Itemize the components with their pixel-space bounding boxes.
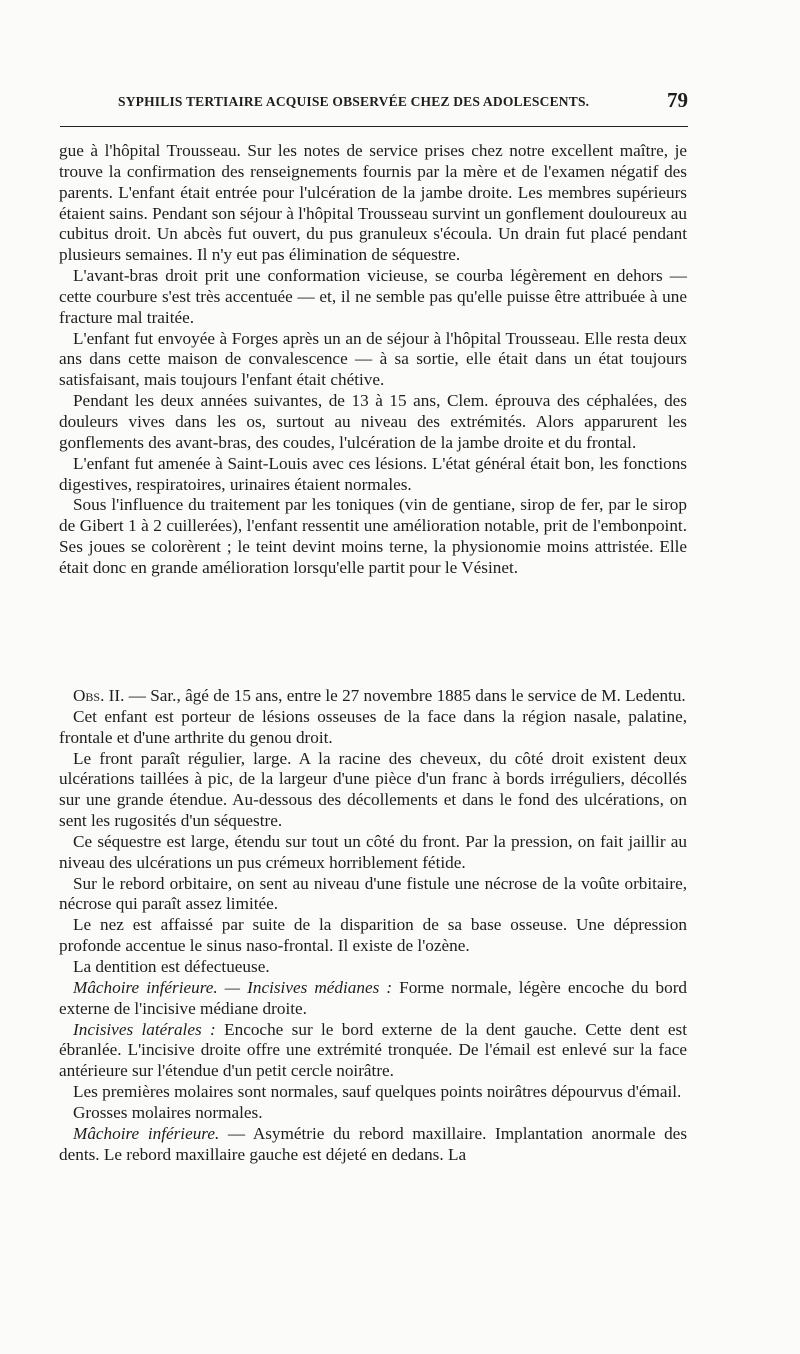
paragraph: L'enfant fut amenée à Saint-Louis avec ces lésions. L'état général était bon, les fonctions digestives, respiratoires, urinaires étaient normales.	[59, 453, 687, 494]
paragraph: Sur le rebord orbitaire, on sent au niveau d'une fistule une nécrose de la voûte orbitaire, nécrose qui paraît assez limitée.	[59, 873, 687, 914]
observation-heading	[59, 686, 687, 707]
italic-label: Incisives latérales :	[73, 1019, 216, 1039]
paragraph-text: Forme normale, légère encoche du bord externe de l'incisive médiane droite.	[59, 977, 688, 1018]
paragraph: L'enfant fut envoyée à Forges après un an de séjour à l'hôpital Trousseau. Elle resta deux ans dans cette maison de convalescence — à sa sortie, elle était dans un état toujours satisfaisant, mais toujours l'enfant était chétive.	[59, 328, 687, 390]
paragraph: Le nez est affaissé par suite de la disparition de sa base osseuse. Une dépression profonde accentue le sinus naso-frontal. Il existe de l'ozène.	[59, 915, 687, 956]
page-number: 79	[667, 88, 688, 112]
body-text-continuation	[59, 141, 687, 579]
italic-label: Mâchoire inférieure.	[73, 1123, 220, 1143]
observation-intro: — Sar., âgé de 15 ans, entre le 27 novembre 1885 dans le service de M. Ledentu.	[124, 686, 686, 705]
paragraph: Grosses molaires normales.	[73, 1102, 263, 1122]
paragraph: Le front paraît régulier, large. A la racine des cheveux, du côté droit existent deux ulcérations taillées à pic, de la largeur d'une pièce d'un franc à bords irréguliers, décollés sur une grande étendue. Au-dessous des décollements et dans le fond des ulcérations, on sent les rugosités d'un séquestre.	[59, 748, 687, 831]
observation-2	[59, 686, 687, 1165]
observation-label: Obs. II.	[73, 686, 125, 705]
paragraph: La dentition est défectueuse.	[73, 956, 270, 976]
paragraph: Sous l'influence du traitement par les toniques (vin de gentiane, sirop de fer, par le sirop de Gibert 1 à 2 cuillerées), l'enfant ressentit une amélioration notable, prit de l'embonpoint. Ses joues se colorèrent ; le teint devint moins terne, la physionomie moins attristée. Elle était donc en grande amélioration lorsqu'elle partit pour le Vésinet.	[59, 495, 687, 577]
italic-label: Mâchoire inférieure. — Incisives médianes :	[73, 977, 393, 997]
paragraph	[59, 978, 687, 1020]
paragraph: gue à l'hôpital Trousseau. Sur les notes de service prises chez notre excellent maître, je trouve la confirmation des renseignements fournis par la mère et de l'examen négatif des parents. L'enfant était entrée pour l'ulcération de la jambe droite. Les membres supérieurs étaient sains. Pendant son séjour à l'hôpital Trousseau survint un gonflement douloureux au cubitus droit. Un abcès fut ouvert, du pus granuleux s'écoula. Un drain fut placé pendant plusieurs semaines. Il n'y eut pas élimination de séquestre.	[59, 141, 687, 265]
paragraph-text: Encoche sur le bord externe de la dent gauche. Cette dent est ébranlée. L'incisive droite offre une extrémité tronquée. De l'émail est enlevé sur la face antérieure sur l'étendue d'un petit cercle noirâtre.	[59, 1019, 687, 1081]
paragraph: Pendant les deux années suivantes, de 13 à 15 ans, Clem. éprouva des céphalées, des douleurs vives dans les os, surtout au niveau des extrémités. Alors apparurent les gonflements des avant-bras, des coudes, l'ulcération de la jambe droite et du frontal.	[59, 391, 687, 452]
paragraph	[59, 1124, 687, 1166]
paragraph: Les premières molaires sont normales, sauf quelques points noirâtres dépourvus d'émail.	[73, 1082, 682, 1102]
paragraph	[59, 1020, 687, 1083]
header-rule	[60, 126, 688, 127]
paragraph: Ce séquestre est large, étendu sur tout un côté du front. Par la pression, on fait jaillir au niveau des ulcérations un pus crémeux horriblement fétide.	[59, 831, 687, 872]
paragraph-text: — Asymétrie du rebord maxillaire. Implantation anormale des dents. Le rebord maxillaire gauche est déjeté en dedans. La	[59, 1123, 688, 1164]
page-header	[60, 88, 688, 122]
running-title: SYPHILIS TERTIAIRE ACQUISE OBSERVÉE CHEZ DES ADOLESCENTS.	[118, 94, 590, 109]
paragraph: L'avant-bras droit prit une conformation vicieuse, se courba légèrement en dehors — cette courbure s'est très accentuée — et, il ne semble pas qu'elle puisse être attribuée à une fracture mal traitée.	[59, 266, 687, 327]
paragraph: Cet enfant est porteur de lésions osseuses de la face dans la région nasale, palatine, frontale et d'une arthrite du genou droit.	[59, 706, 687, 747]
